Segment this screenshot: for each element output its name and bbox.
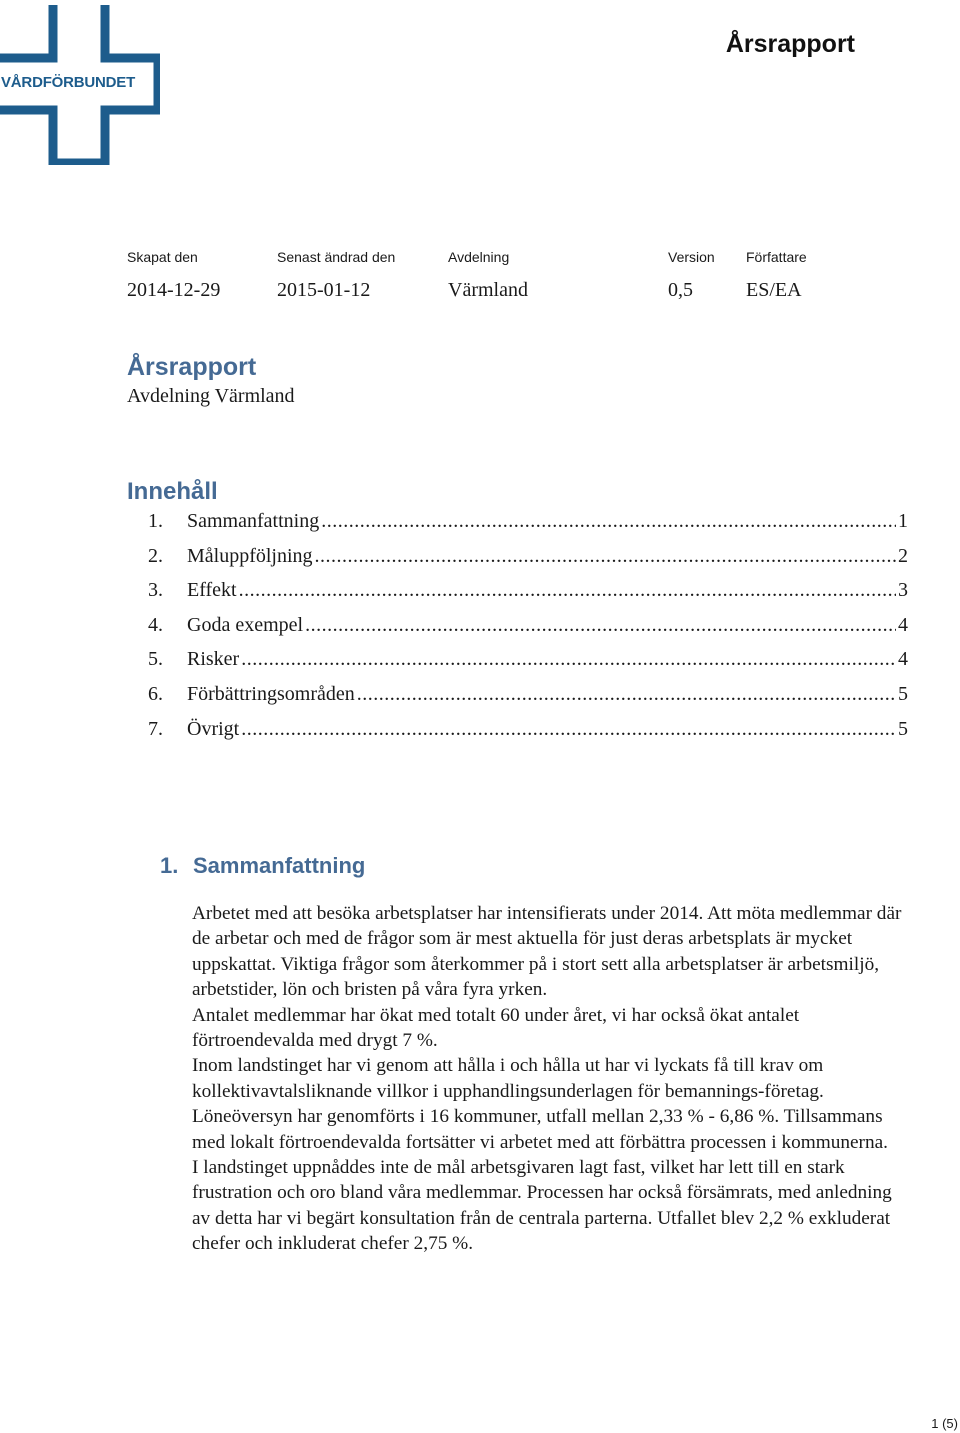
toc-item-page: 5 (898, 682, 908, 705)
meta-value-author: ES/EA (746, 279, 802, 301)
toc-item-page: 1 (898, 510, 908, 532)
body-paragraph: Inom landstinget har vi genom att hålla i och hålla ut har vi lyckats få till krav om kollektivavtalsliknande villkor i upphandlingsunderlagen för bemannings-företag. (192, 1055, 824, 1102)
meta-value-modified: 2015-01-12 (277, 279, 371, 301)
body-paragraph: Arbetet med att besöka arbetsplatser har intensifierats under 2014. Att möta medlemmar där de arbetar och med de frågor som är mest aktuella för just deras arbetsplats är mycket uppskattat. Viktiga frågor som återkommer på i stort sett alla arbetsplatser är arbetsmiljö, arbetstider, lön och bristen på våra fyra yrken. (192, 903, 902, 1001)
table-of-contents (148, 510, 908, 752)
toc-item[interactable] (148, 648, 908, 683)
meta-value-department: Värmland (448, 279, 528, 301)
toc-leader-dots (239, 579, 896, 602)
toc-item-title: Effekt (187, 579, 237, 602)
toc-leader-dots (305, 614, 896, 637)
meta-label-department: Avdelning (448, 249, 510, 265)
toc-item[interactable] (148, 510, 908, 545)
toc-item-page: 4 (898, 613, 908, 636)
meta-label-author: Författare (746, 249, 807, 265)
toc-item-number: 4. (148, 613, 163, 636)
toc-item-title: Övrigt (187, 717, 240, 740)
toc-item-number: 1. (148, 510, 163, 532)
toc-item-page: 2 (898, 544, 908, 567)
meta-label-created: Skapat den (127, 249, 198, 265)
toc-leader-dots (357, 683, 896, 706)
toc-item[interactable] (148, 683, 908, 718)
toc-item-page: 5 (898, 717, 908, 740)
toc-leader-dots (321, 510, 896, 533)
toc-item[interactable] (148, 545, 908, 580)
toc-item-number: 2. (148, 544, 163, 567)
toc-item-number: 5. (148, 648, 163, 671)
toc-item-number: 7. (148, 717, 163, 740)
toc-item-title: Goda exempel (187, 613, 304, 636)
toc-item-title: Risker (187, 648, 240, 671)
header-title: Årsrapport (725, 30, 855, 58)
body-paragraph: I landstinget uppnåddes inte de mål arbetsgivaren lagt fast, vilket har lett till en stark frustration och oro bland våra medlemmar. Processen har också försämrats, med anledning av detta har vi begärt konsultation från de centrala parterna. Utfallet blev 2,2 % exkluderat chefer och inkluderat chefer 2,75 %. (192, 1157, 892, 1255)
body-paragraph: Antalet medlemmar har ökat med totalt 60 under året, vi har också ökat antalet förtroendevalda med drygt 7 %. (192, 1004, 800, 1052)
meta-value-version: 0,5 (668, 279, 693, 301)
toc-item[interactable] (148, 579, 908, 614)
toc-leader-dots (315, 545, 896, 568)
toc-item-title: Måluppföljning (187, 544, 313, 567)
toc-item-number: 3. (148, 579, 163, 602)
body-paragraph: Löneöversyn har genomförts i 16 kommuner, utfall mellan 2,33 % - 6,86 %. Tillsammans med lokalt förtroendevalda fortsätter vi arbetet med att förbättra processen i kommunerna. (192, 1106, 888, 1153)
section-number: 1. (160, 853, 179, 878)
toc-item-page: 3 (898, 579, 908, 602)
toc-item-page: 4 (898, 648, 908, 671)
toc-item[interactable] (148, 614, 908, 649)
logo-text: VÅRDFÖRBUNDET (1, 74, 136, 91)
meta-label-version: Version (668, 249, 715, 265)
meta-label-modified: Senast ändrad den (277, 249, 396, 265)
meta-value-created: 2014-12-29 (127, 279, 221, 301)
toc-item-title: Sammanfattning (187, 510, 320, 532)
toc-leader-dots (241, 718, 896, 741)
toc-item-number: 6. (148, 682, 163, 705)
document-subtitle: Avdelning Värmland (127, 385, 295, 407)
document-title: Årsrapport (127, 353, 257, 381)
section-title: Sammanfattning (193, 853, 366, 878)
toc-item-title: Förbättringsområden (187, 682, 355, 705)
toc-leader-dots (241, 648, 896, 671)
section-heading (160, 853, 365, 879)
section-body (192, 901, 912, 1257)
toc-heading: Innehåll (127, 478, 218, 505)
toc-item[interactable] (148, 718, 908, 753)
page-indicator: 1 (5) (931, 1416, 958, 1431)
